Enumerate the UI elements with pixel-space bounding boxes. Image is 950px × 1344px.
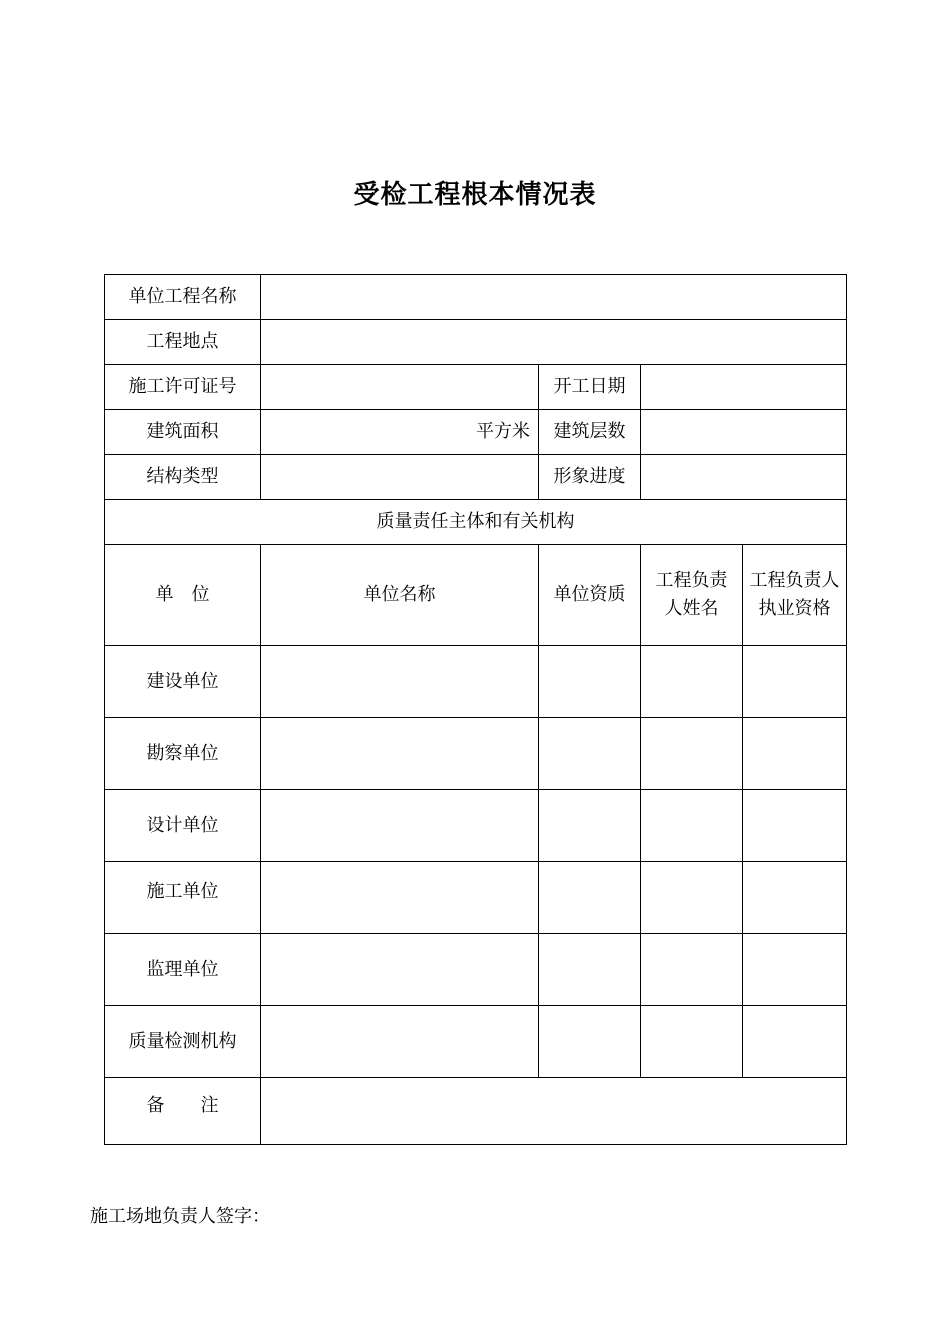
manager-cert-field[interactable]: [743, 1006, 847, 1078]
qualification-field[interactable]: [539, 934, 641, 1006]
manager-name-field[interactable]: [641, 646, 743, 718]
remarks-label: 备 注: [105, 1078, 261, 1145]
manager-cert-field[interactable]: [743, 934, 847, 1006]
manager-name-field[interactable]: [641, 718, 743, 790]
start-date-field[interactable]: [641, 365, 847, 410]
table-row: [105, 500, 847, 545]
unit-row: [105, 862, 847, 934]
manager-name-field[interactable]: [641, 862, 743, 934]
project-name-label: 单位工程名称: [105, 275, 261, 320]
qualification-field[interactable]: [539, 862, 641, 934]
unit-row: [105, 718, 847, 790]
unit-label: 建设单位: [105, 646, 261, 718]
manager-name-field[interactable]: [641, 934, 743, 1006]
column-header-unit: 单 位: [105, 545, 261, 646]
progress-label: 形象进度: [539, 455, 641, 500]
unit-label: 施工单位: [105, 862, 261, 934]
project-name-field[interactable]: [261, 275, 847, 320]
qualification-field[interactable]: [539, 790, 641, 862]
floors-label: 建筑层数: [539, 410, 641, 455]
column-header-manager-name: 工程负责人姓名: [641, 545, 743, 646]
unit-row: [105, 1006, 847, 1078]
column-header-unit-name: 单位名称: [261, 545, 539, 646]
unit-row: [105, 646, 847, 718]
unit-row: [105, 934, 847, 1006]
unit-name-field[interactable]: [261, 862, 539, 934]
table-row: [105, 275, 847, 320]
page-title: 受检工程根本情况表: [353, 180, 597, 210]
unit-name-field[interactable]: [261, 646, 539, 718]
floors-field[interactable]: [641, 410, 847, 455]
structure-field[interactable]: [261, 455, 539, 500]
unit-row: [105, 790, 847, 862]
unit-label: 质量检测机构: [105, 1006, 261, 1078]
structure-label: 结构类型: [105, 455, 261, 500]
project-location-label: 工程地点: [105, 320, 261, 365]
remarks-field[interactable]: [261, 1078, 847, 1145]
table-row: [105, 410, 847, 455]
inspection-form-table: [104, 274, 847, 1145]
section-header: 质量责任主体和有关机构: [105, 500, 847, 545]
column-header-qualification: 单位资质: [539, 545, 641, 646]
table-row: [105, 320, 847, 365]
permit-field[interactable]: [261, 365, 539, 410]
manager-name-field[interactable]: [641, 1006, 743, 1078]
unit-name-field[interactable]: [261, 934, 539, 1006]
column-header-row: [105, 545, 847, 646]
manager-name-field[interactable]: [641, 790, 743, 862]
remarks-row: [105, 1078, 847, 1145]
column-header-manager-cert: 工程负责人执业资格: [743, 545, 847, 646]
start-date-label: 开工日期: [539, 365, 641, 410]
area-field[interactable]: [261, 410, 539, 455]
unit-label: 勘察单位: [105, 718, 261, 790]
qualification-field[interactable]: [539, 646, 641, 718]
table-row: [105, 365, 847, 410]
area-unit: 平方米: [476, 421, 530, 442]
unit-name-field[interactable]: [261, 790, 539, 862]
qualification-field[interactable]: [539, 718, 641, 790]
table-row: [105, 455, 847, 500]
progress-field[interactable]: [641, 455, 847, 500]
manager-cert-field[interactable]: [743, 646, 847, 718]
unit-label: 设计单位: [105, 790, 261, 862]
unit-label: 监理单位: [105, 934, 261, 1006]
manager-cert-field[interactable]: [743, 718, 847, 790]
signature-label: 施工场地负责人签字：: [90, 1206, 270, 1227]
unit-name-field[interactable]: [261, 718, 539, 790]
qualification-field[interactable]: [539, 1006, 641, 1078]
manager-cert-field[interactable]: [743, 790, 847, 862]
unit-name-field[interactable]: [261, 1006, 539, 1078]
permit-label: 施工许可证号: [105, 365, 261, 410]
project-location-field[interactable]: [261, 320, 847, 365]
manager-cert-field[interactable]: [743, 862, 847, 934]
area-label: 建筑面积: [105, 410, 261, 455]
